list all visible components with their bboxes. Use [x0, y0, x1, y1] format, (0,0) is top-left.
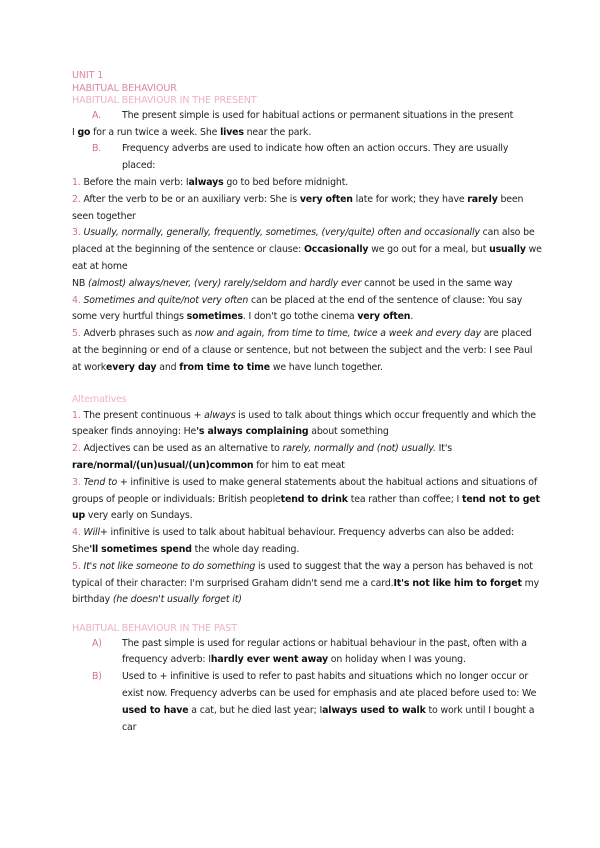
rule-letter: A. — [92, 109, 101, 121]
point-3: 3. Usually, normally, generally, frequently, sometimes, (very/quite) often and occasionally can also be placed at the beginning of the sentence or clause: Occasionally we go out for a meal, but usually we eat at home — [72, 227, 542, 272]
point-4: 4. Sometimes and quite/not very often can be placed at the end of the sentence of clause: You say some very hurtful things sometimes. I don't go tothe cinema very often. — [72, 294, 523, 323]
rule-b-past: B) Used to + infinitive is used to refer to past habits and situations which no longer occur or exist now. Frequency adverbs can be used for emphasis and ate placed before used to: We used to have a cat, but he died last year; Ialways used to walk to work until I bought a car — [92, 671, 537, 733]
alternative-3: 3. Tend to + infinitive is used to make general statements about the habitual actions and situations of groups of people or individuals: British peopletend to drink tea rather than coffee; I tend not to get up very early on Sundays. — [72, 476, 540, 522]
alternative-4: 4. Will+ infinitive is used to talk about habitual behaviour. Frequency adverbs can also be added: She'll sometimes spend the whole day reading. — [72, 527, 515, 555]
nb-note: NB (almost) always/never, (very) rarely/seldom and hardly ever cannot be used in the same way — [72, 277, 513, 289]
section-heading-past: HABITUAL BEHAVIOUR IN THE PAST — [72, 623, 237, 635]
alternative-1: 1. The present continuous + always is used to talk about things which occur frequently and which the speaker finds annoying: He's always complaining about something — [72, 409, 536, 438]
rule-a-present: A. The present simple is used for habitual actions or permanent situations in the present — [72, 108, 542, 125]
section-heading-present: HABITUAL BEHAVIOUR IN THE PRESENT — [72, 95, 257, 107]
alternative-2: 2. Adjectives can be used as an alternative to rarely, normally and (not) usually. It's rare/normal/(un)usual/(un)common for him to eat meat — [72, 443, 452, 471]
alternative-5: 5. It's not like someone to do something is used to suggest that the way a person has behaved is not typical of their character: I'm surprised Graham didn't send me a card.It's not like him to forget my birthday (he doesn't usually forget it) — [72, 560, 539, 606]
point-5: 5. Adverb phrases such as now and again, from time to time, twice a week and every day are placed at the beginning or end of a clause or sentence, but not between the subject and the verb: I see Paul at workevery day and from time to time we have lunch together. — [72, 328, 533, 373]
rule-b-present: B. Frequency adverbs are used to indicate how often an action occurs. They are usually placed: — [92, 143, 509, 172]
point-2: 2. After the verb to be or an auxiliary verb: She is very often late for work; they have rarely been seen together — [72, 193, 524, 222]
unit-label: UNIT 1 — [72, 70, 104, 81]
rule-a-example: I go for a run twice a week. She lives near the park. — [72, 126, 312, 138]
point-1: 1. Before the main verb: Ialways go to bed before midnight. — [72, 176, 349, 188]
section-heading-alternatives: Alternatives — [72, 393, 127, 405]
rule-letter: A) — [92, 637, 102, 649]
page-title: HABITUAL BEHAVIOUR — [72, 82, 177, 94]
rule-a-past: A) The past simple is used for regular actions or habitual behaviour in the past, often with a frequency adverb: Ihardly ever went away on holiday when I was young. — [92, 637, 527, 666]
rule-letter: B) — [92, 671, 102, 683]
rule-letter: B. — [92, 143, 102, 155]
